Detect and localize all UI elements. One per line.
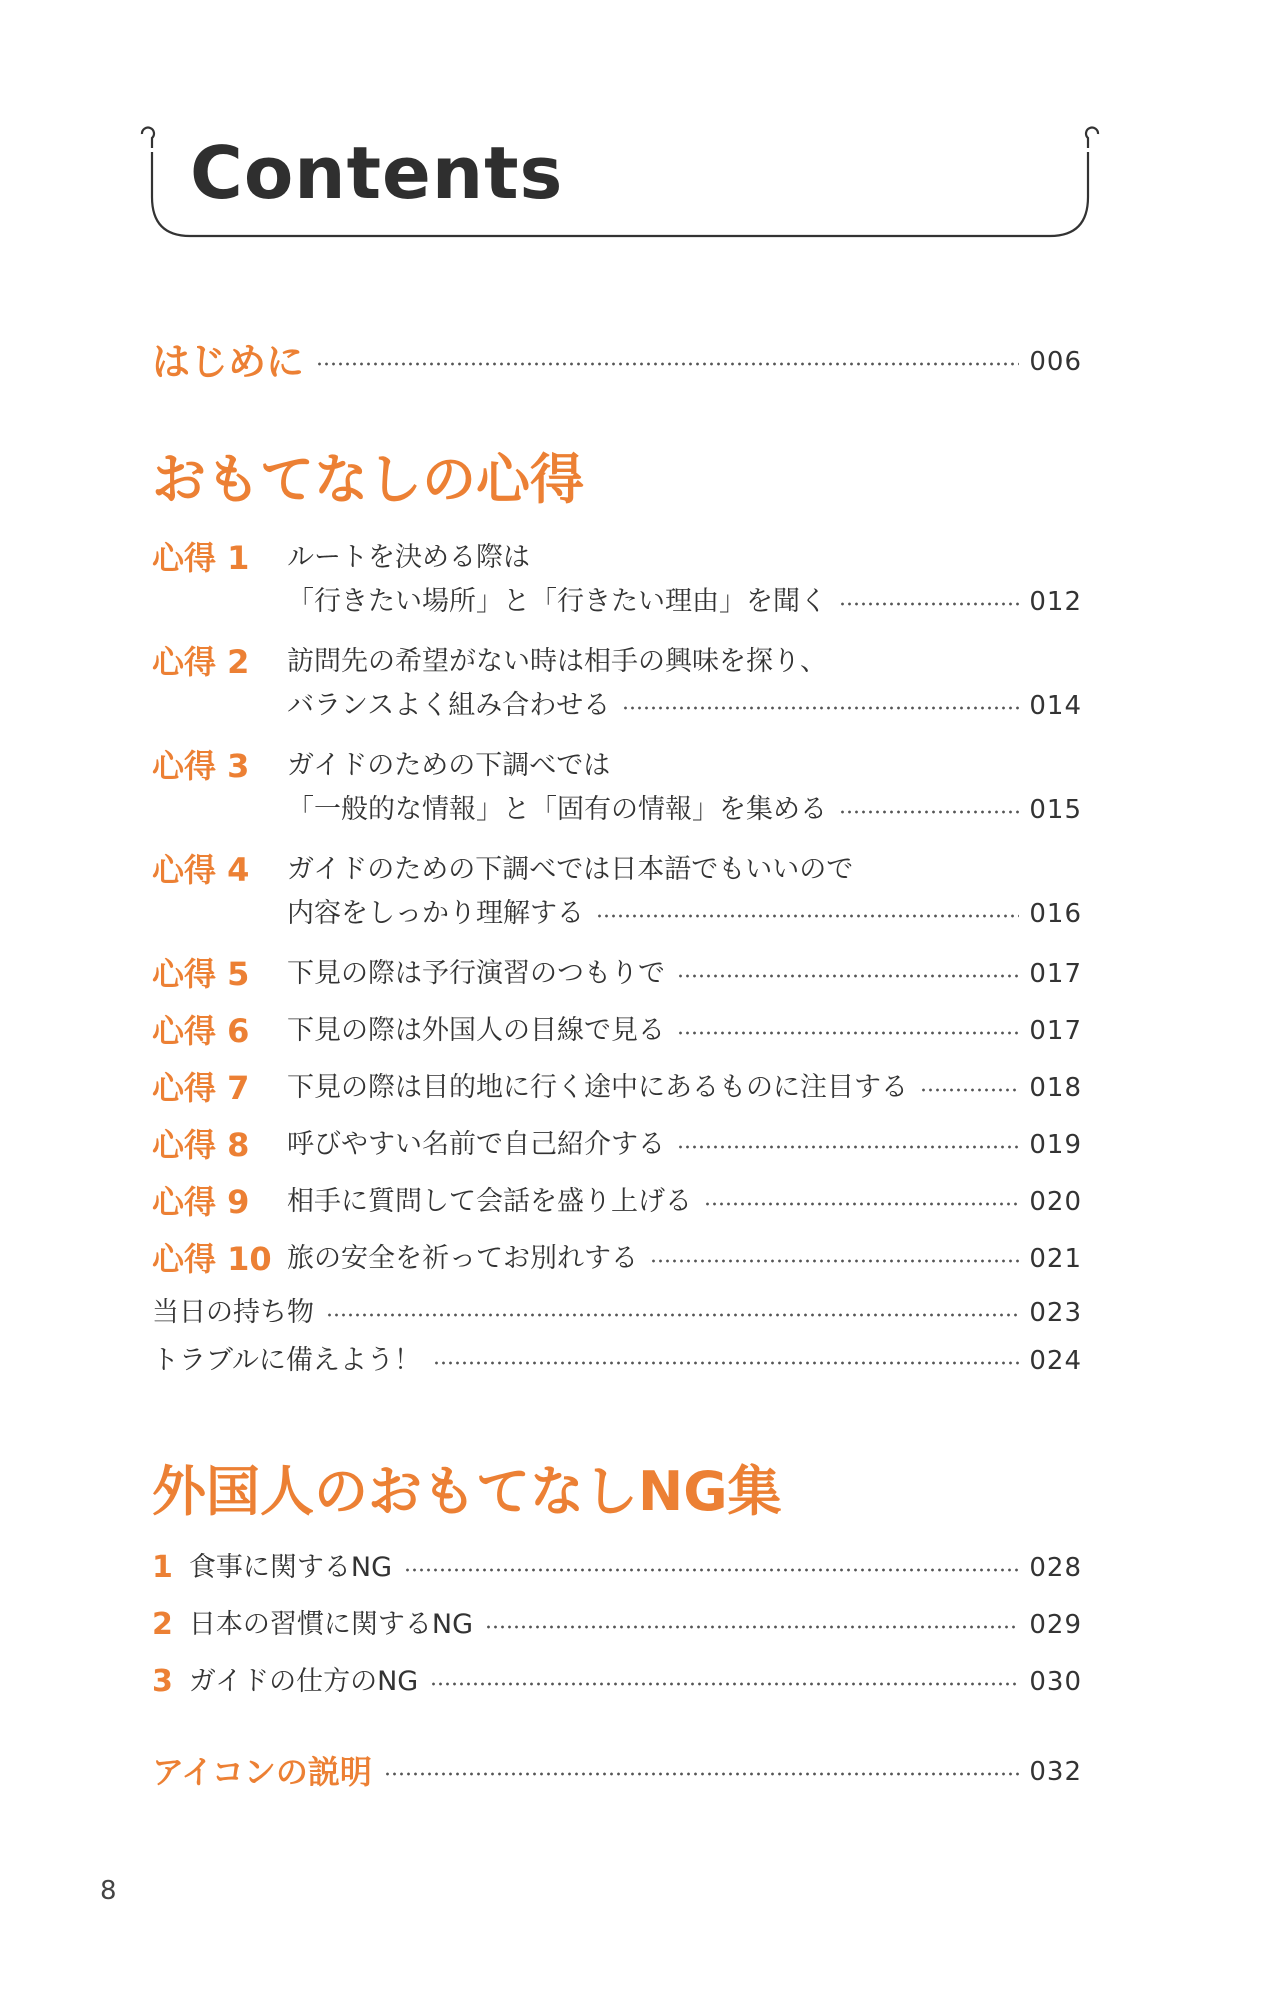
tip-title-line1: ルートを決める際は	[287, 542, 530, 573]
tip-title-line1: ガイドのための下調べでは日本語でもいいので	[287, 854, 854, 885]
section-heading-omotenashi: おもてなしの心得	[152, 448, 584, 511]
dot-leader	[404, 1568, 1019, 1572]
dot-leader	[485, 1625, 1019, 1629]
dot-leader	[650, 1259, 1019, 1263]
toc-icons-label: アイコンの説明	[152, 1753, 372, 1791]
page-ref: 017	[1029, 1016, 1082, 1046]
tip-label: 心得 5	[152, 955, 250, 993]
tip-label: 心得 8	[152, 1126, 250, 1164]
tip-title: 呼びやすい名前で自己紹介する	[287, 1129, 665, 1160]
toc-entry-title: 当日の持ち物	[152, 1297, 314, 1328]
toc-entry-tip-8[interactable]	[287, 1125, 1082, 1165]
tip-title: 下見の際は外国人の目線で見る	[287, 1015, 665, 1046]
tip-label: 心得 6	[152, 1012, 250, 1050]
tip-label: 心得 10	[152, 1240, 272, 1278]
page-ref: 028	[1029, 1553, 1082, 1583]
tip-title-line2: 「一般的な情報」と「固有の情報」を集める	[287, 794, 827, 825]
toc-entry-title: ガイドの仕方のNG	[188, 1666, 419, 1697]
page-ref: 006	[1029, 347, 1082, 377]
toc-entry-tip-5[interactable]	[287, 954, 1082, 994]
dot-leader	[316, 362, 1019, 366]
page-ref: 020	[1029, 1187, 1082, 1217]
toc-entry-ng-2[interactable]	[152, 1605, 1082, 1645]
dot-leader	[839, 602, 1019, 606]
page-ref: 030	[1029, 1667, 1082, 1697]
toc-entry-tip-1[interactable]	[287, 582, 1082, 622]
toc-entry-tip-3[interactable]	[287, 790, 1082, 830]
toc-entry-intro[interactable]	[152, 342, 1082, 382]
dot-leader	[677, 974, 1019, 978]
page-ref: 017	[1029, 959, 1082, 989]
tip-title-line1: 訪問先の希望がない時は相手の興味を探り、	[287, 646, 827, 677]
dot-leader	[677, 1031, 1019, 1035]
dot-leader	[677, 1145, 1019, 1149]
page-ref: 012	[1029, 587, 1082, 617]
tip-label: 心得 4	[152, 851, 250, 889]
ng-number: 1	[152, 1550, 173, 1585]
dot-leader	[430, 1682, 1019, 1686]
ng-number: 2	[152, 1607, 173, 1642]
dot-leader	[839, 810, 1019, 814]
tip-label: 心得 9	[152, 1183, 250, 1221]
page-ref: 014	[1029, 691, 1082, 721]
toc-entry-ng-3[interactable]	[152, 1662, 1082, 1702]
toc-entry-tip-10[interactable]	[287, 1239, 1082, 1279]
toc-entry-icons[interactable]	[152, 1752, 1082, 1792]
dot-leader	[384, 1772, 1020, 1776]
page-ref: 015	[1029, 795, 1082, 825]
ng-number: 3	[152, 1664, 173, 1699]
section-heading-ng: 外国人のおもてなしNG集	[152, 1460, 782, 1523]
tip-title: 下見の際は予行演習のつもりで	[287, 958, 665, 989]
toc-entry-tip-7[interactable]	[287, 1068, 1082, 1108]
tip-label: 心得 3	[152, 747, 250, 785]
tip-title-line2: 「行きたい場所」と「行きたい理由」を聞く	[287, 586, 827, 617]
tip-title-line1: ガイドのための下調べでは	[287, 750, 611, 781]
toc-entry-tip-4[interactable]	[287, 894, 1082, 934]
page-ref: 019	[1029, 1130, 1082, 1160]
dot-leader	[622, 706, 1019, 710]
toc-entry-tip-6[interactable]	[287, 1011, 1082, 1051]
dot-leader	[704, 1202, 1019, 1206]
dot-leader	[326, 1313, 1019, 1317]
toc-entry-ng-1[interactable]	[152, 1548, 1082, 1588]
toc-entry-trouble[interactable]	[152, 1341, 1082, 1381]
page-ref: 018	[1029, 1073, 1082, 1103]
tip-label: 心得 7	[152, 1069, 250, 1107]
page-number: 8	[100, 1876, 117, 1906]
dot-leader	[596, 914, 1019, 918]
header-frame	[0, 0, 1268, 260]
dot-leader	[433, 1361, 1019, 1365]
page-ref: 032	[1029, 1757, 1082, 1787]
tip-title: 相手に質問して会話を盛り上げる	[287, 1186, 692, 1217]
toc-entry-tip-9[interactable]	[287, 1182, 1082, 1222]
page-ref: 029	[1029, 1610, 1082, 1640]
tip-label: 心得 1	[152, 539, 250, 577]
page-ref: 024	[1029, 1346, 1082, 1376]
page-ref: 016	[1029, 899, 1082, 929]
toc-entry-title: 食事に関するNG	[188, 1552, 392, 1583]
tip-title: 旅の安全を祈ってお別れする	[287, 1243, 638, 1274]
toc-entry-belongings[interactable]	[152, 1293, 1082, 1333]
tip-title-line2: バランスよく組み合わせる	[287, 690, 611, 721]
toc-entry-tip-2[interactable]	[287, 686, 1082, 726]
toc-entry-title: トラブルに備えよう！	[152, 1345, 421, 1376]
toc-entry-title: 日本の習慣に関するNG	[188, 1609, 473, 1640]
tip-title-line2: 内容をしっかり理解する	[287, 898, 584, 929]
page-ref: 021	[1029, 1244, 1082, 1274]
dot-leader	[920, 1088, 1019, 1092]
tip-label: 心得 2	[152, 643, 250, 681]
tip-title: 下見の際は目的地に行く途中にあるものに注目する	[287, 1072, 908, 1103]
toc-intro-label: はじめに	[152, 340, 305, 384]
page-ref: 023	[1029, 1298, 1082, 1328]
page-title: Contents	[190, 131, 564, 215]
